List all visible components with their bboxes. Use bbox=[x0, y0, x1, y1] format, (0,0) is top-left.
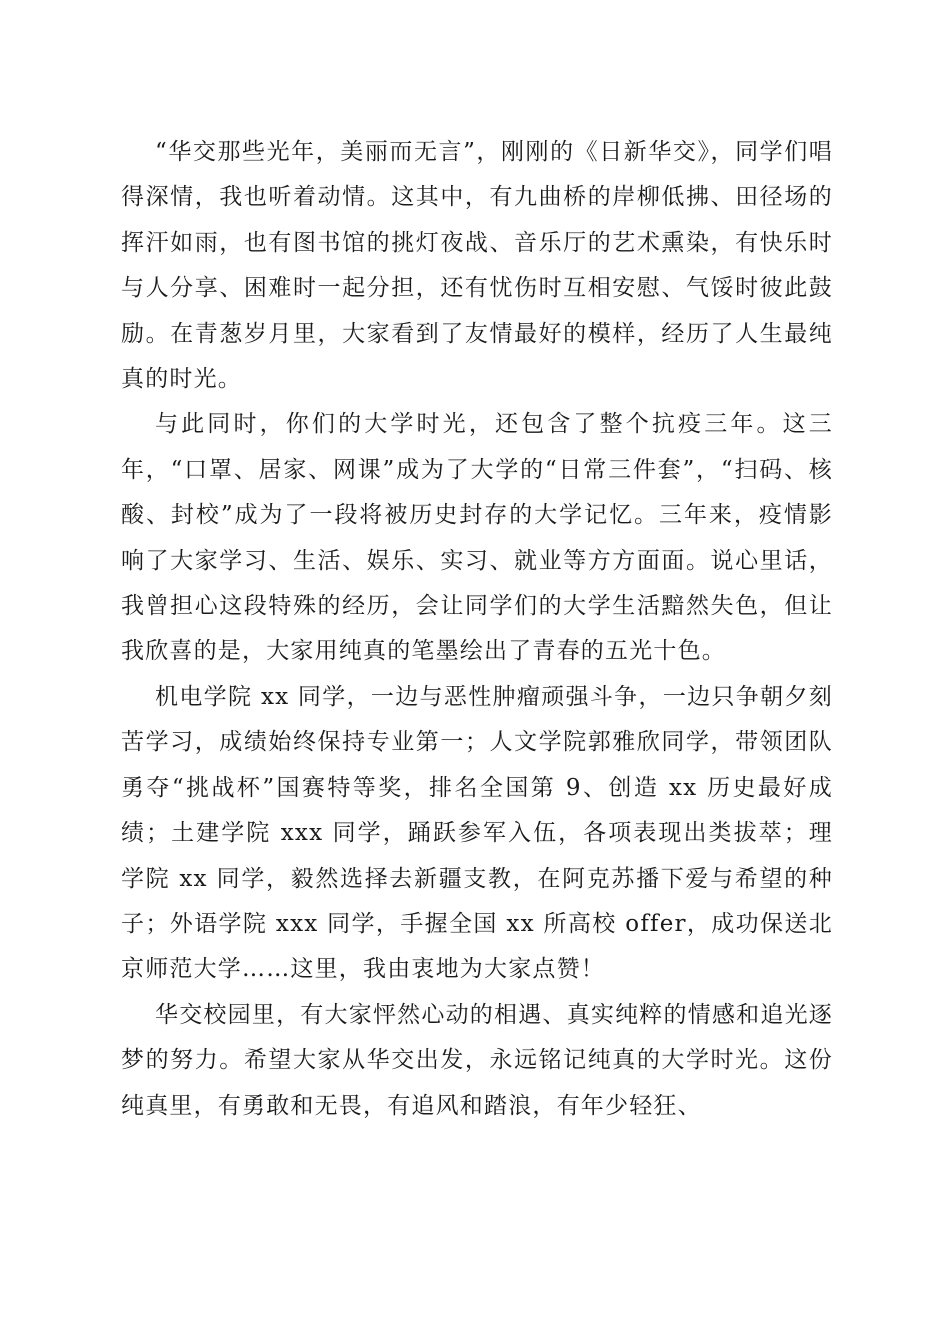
paragraph-pandemic-years: 与此同时，你们的大学时光，还包含了整个抗疫三年。这三年，“口罩、居家、网课”成为了大学的“日常三件套”，“扫码、核酸、封校”成为了一段将被历史封存的大学记忆。三年来，疫情影响了大家学习、生活、娱乐、实习、就业等方方面面。说心里话，我曾担心这段特殊的经历，会让同学们的大学生活黯然失色，但让我欣喜的是，大家用纯真的笔墨绘出了青春的五光十色。 bbox=[121, 411, 833, 665]
paragraph-friendship: “华交那些光年，美丽而无言”，刚刚的《日新华交》，同学们唱得深情，我也听着动情。这其中，有九曲桥的岸柳低拂、田径场的挥汗如雨，也有图书馆的挑灯夜战、音乐厅的艺术熏染，有快乐时与人分享、困难时一起分担，还有忧伤时互相安慰、气馁时彼此鼓励。在青葱岁月里，大家看到了友情最好的模样，经历了人生最纯真的时光。 bbox=[121, 139, 833, 393]
paragraph-student-achievements: 机电学院 xx 同学，一边与恶性肿瘤顽强斗争，一边只争朝夕刻苦学习，成绩始终保持专业第一；人文学院郭雅欣同学，带领团队勇夺“挑战杯”国赛特等奖，排名全国第 9、创造 xx 历史最好成绩；土建学院 xxx 同学，踊跃参军入伍，各项表现出类拔萃；理学院 xx 同学，毅然选择去新疆支教，在阿克苏播下爱与希望的种子；外语学院 xxx 同学，手握全国 xx 所高校 offer，成功保送北京师范大学……这里，我由衷地为大家点赞！ bbox=[121, 683, 833, 983]
document-body bbox=[121, 130, 833, 1129]
paragraph-campus-wishes: 华交校园里，有大家怦然心动的相遇、真实纯粹的情感和追光逐梦的努力。希望大家从华交出发，永远铭记纯真的大学时光。这份纯真里，有勇敢和无畏，有追风和踏浪，有年少轻狂、 bbox=[121, 1001, 833, 1119]
